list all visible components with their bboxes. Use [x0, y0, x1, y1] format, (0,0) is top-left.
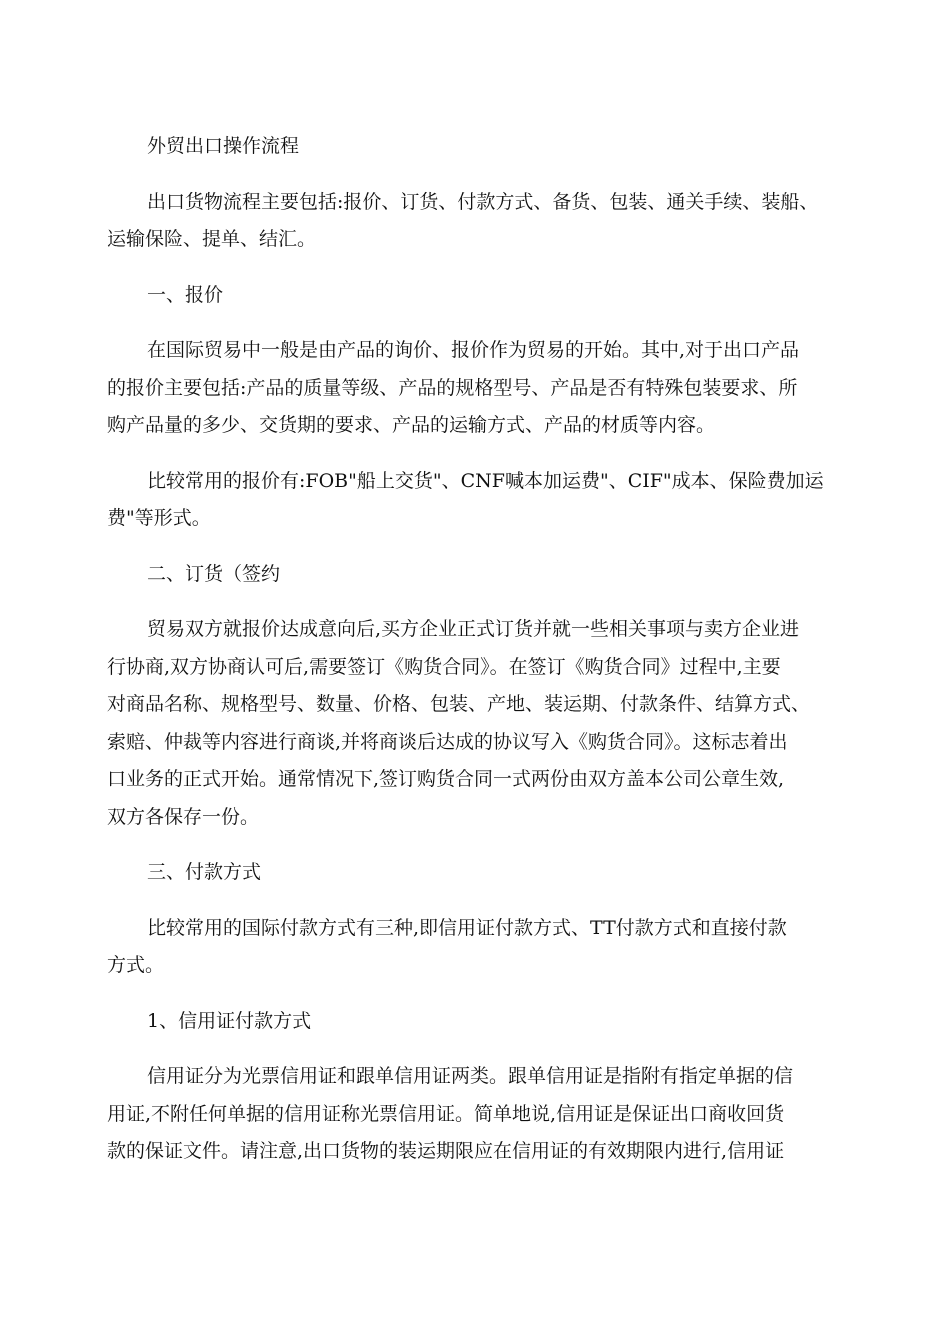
section-heading-quotation: 一、报价	[147, 283, 224, 306]
quotation-paragraph-1	[107, 332, 849, 445]
text-line: 信用证分为光票信用证和跟单信用证两类。跟单信用证是指附有指定单据的信	[147, 1065, 794, 1087]
section-heading-ordering: 二、订货（签约	[147, 562, 281, 585]
text-line: 贸易双方就报价达成意向后,买方企业正式订货并就一些相关事项与卖方企业进	[147, 618, 800, 640]
text-line: 比较常用的报价有:FOB"船上交货"、CNF喊本加运费"、CIF"成本、保险费加运	[147, 469, 824, 492]
quotation-paragraph-2	[107, 463, 849, 538]
text-line: 款的保证文件。请注意,出口货物的装运期限应在信用证的有效期限内进行,信用证	[107, 1140, 785, 1162]
subsection-heading-letter-of-credit: 1、信用证付款方式	[147, 1009, 312, 1032]
text-line: 双方各保存一份。	[107, 805, 260, 828]
intro-paragraph	[107, 184, 849, 259]
text-line: 购产品量的多少、交货期的要求、产品的运输方式、产品的材质等内容。	[107, 414, 716, 436]
text-line: 出口货物流程主要包括:报价、订货、付款方式、备货、包装、通关手续、装船、	[147, 190, 819, 213]
text-line: 行协商,双方协商认可后,需要签订《购货合同》。在签订《购货合同》过程中,主要	[107, 655, 781, 678]
text-line: 比较常用的国际付款方式有三种,即信用证付款方式、TT付款方式和直接付款	[147, 916, 787, 939]
letter-of-credit-paragraph	[107, 1058, 849, 1171]
ordering-paragraph	[107, 611, 849, 836]
text-line: 用证,不附任何单据的信用证称光票信用证。简单地说,信用证是保证出口商收回货	[107, 1102, 785, 1125]
text-line: 运输保险、提单、结汇。	[107, 228, 317, 250]
text-line: 口业务的正式开始。通常情况下,签订购货合同一式两份由双方盖本公司公章生效,	[107, 768, 785, 790]
document-title: 外贸出口操作流程	[147, 135, 300, 157]
document-body	[107, 128, 849, 1189]
text-line: 对商品名称、规格型号、数量、价格、包装、产地、装运期、付款条件、结算方式、	[107, 693, 811, 715]
text-line: 索赔、仲裁等内容进行商谈,并将商谈后达成的协议写入《购货合同》。这标志着出	[107, 730, 788, 753]
text-line: 的报价主要包括:产品的质量等级、产品的规格型号、产品是否有特殊包装要求、所	[107, 376, 798, 399]
section-heading-payment: 三、付款方式	[147, 861, 262, 883]
text-line: 方式。	[107, 954, 165, 976]
payment-paragraph	[107, 910, 849, 985]
text-line: 在国际贸易中一般是由产品的询价、报价作为贸易的开始。其中,对于出口产品	[147, 339, 800, 361]
text-line: 费"等形式。	[107, 507, 211, 529]
